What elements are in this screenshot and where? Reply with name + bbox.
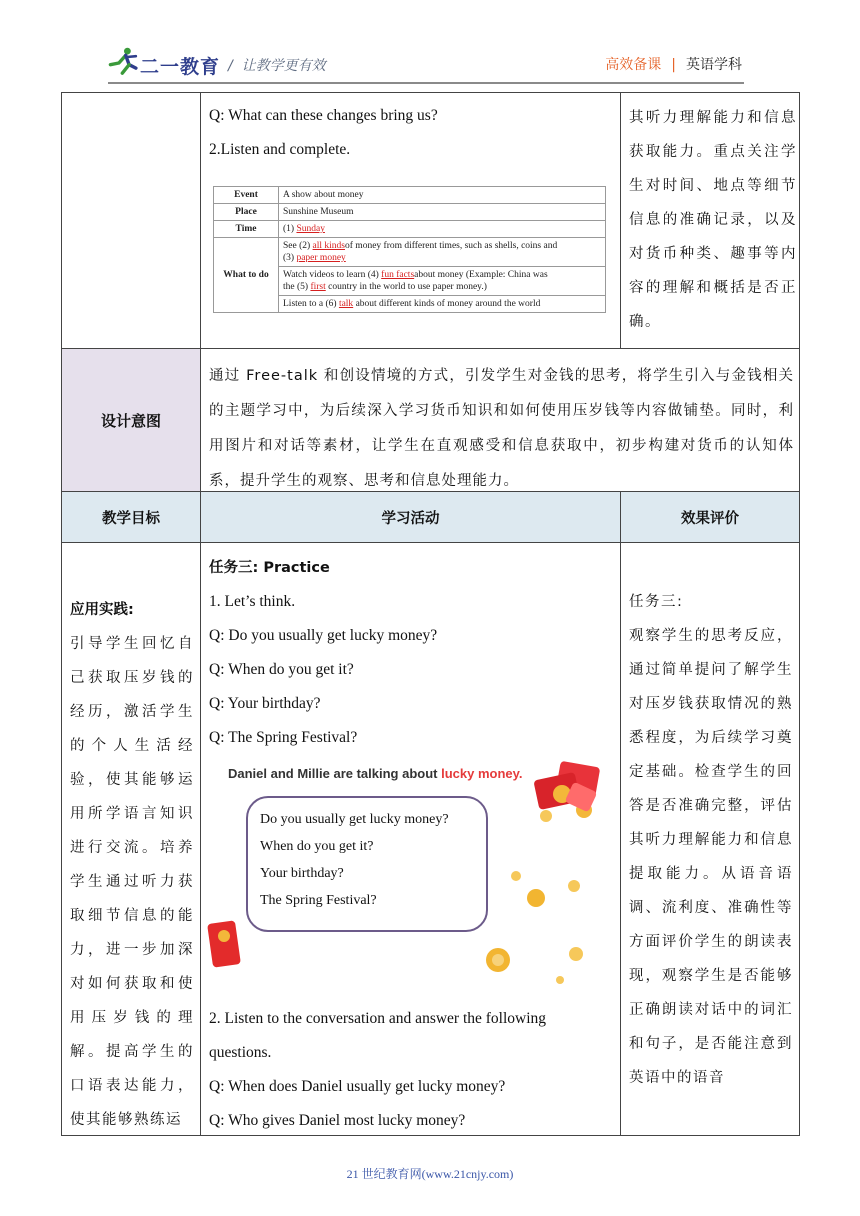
head-activity: 学习活动 (200, 491, 621, 543)
logo-text: 二一教育 (140, 56, 221, 78)
place-key: Place (214, 204, 279, 221)
watch-value: Watch videos to learn (4) fun factsabout money (Example: China was the (5) first country in the world to use paper money.) (279, 267, 606, 296)
page-header (0, 0, 860, 90)
time-value: (1) Sunday (279, 221, 606, 238)
answer-3: paper money (296, 253, 346, 263)
place-value: Sunshine Museum (279, 204, 606, 221)
eval-title: 任务三: (629, 594, 684, 610)
goal-text: 引导学生回忆自己获取压岁钱的经历，激活学生的个人生活经验，使其能够运用所学语言知识进行交流。培养学生通过听力获取细节信息的能力，进一步加深对如何获取和使用压岁钱的理解。提高学生的口语表达能力，使其能够熟练运 (70, 636, 194, 1128)
listen-complete-title: 2.Listen and complete. (209, 141, 351, 158)
q2-who-gives: Q: Who gives Daniel most lucky money? (209, 1112, 466, 1129)
table-row (214, 204, 606, 221)
listen-complete-table (213, 186, 606, 313)
q-birthday: Q: Your birthday? (209, 695, 321, 712)
practice-goal-cell (61, 542, 201, 1136)
listen-value: Listen to a (6) talk about different kinds of money around the world (279, 296, 606, 313)
row1-eval-text: 其听力理解能力和信息获取能力。重点关注学生对时间、地点等细节信息的准确记录，以及对货币种类、趣事等内容的理解和概括是否正确。 (629, 110, 797, 330)
q-usually: Q: Do you usually get lucky money? (209, 627, 438, 644)
practice-eval-cell (620, 542, 800, 1136)
bubble-line-1: Do you usually get lucky money? (260, 812, 449, 827)
q-spring: Q: The Spring Festival? (209, 729, 358, 746)
red-envelope-icon (206, 908, 246, 978)
q2-when-daniel: Q: When does Daniel usually get lucky money? (209, 1078, 506, 1095)
gold-coins-icon (476, 868, 596, 988)
page-footer: 21 世纪教育网(www.21cnjy.com) (346, 1167, 514, 1181)
design-label: 设计意图 (100, 411, 161, 430)
table-row (214, 221, 606, 238)
design-text-cell (200, 348, 800, 492)
bubble-line-2: When do you get it? (260, 839, 374, 854)
eval-text: 观察学生的思考反应，通过简单提问了解学生对压岁钱获取情况的熟悉程度，为后续学习奠定基础。检查学生的回答是否准确完整，评估其听力理解能力和信息提取能力。从语音语调、流利度、准确性等方面评价学生的朗读表现，观察学生是否能够正确朗读对话中的词汇和句子，是否能注意到英语中的语音 (629, 628, 793, 1086)
event-key: Event (214, 187, 279, 204)
see-value: See (2) all kindsof money from different times, such as shells, coins and (3) paper money (279, 238, 606, 267)
what-key: What to do (214, 238, 279, 313)
row1-goal-cell (61, 92, 201, 349)
answer-6: talk (338, 299, 354, 309)
q-when: Q: When do you get it? (209, 661, 354, 678)
q-changes: Q: What can these changes bring us? (209, 107, 438, 124)
red-envelopes-icon (522, 758, 610, 842)
header-divider (108, 82, 744, 84)
speech-bubble (246, 796, 488, 932)
time-key: Time (214, 221, 279, 238)
event-value: A show about money (279, 187, 606, 204)
runner-logo-icon (104, 46, 144, 80)
lucky-money-illustration (206, 758, 610, 996)
head-goal: 教学目标 (61, 491, 201, 543)
task3-title: 任务三: Practice (209, 560, 330, 576)
illustration-title: Daniel and Millie are talking about lucky money. (228, 766, 523, 781)
slogan: / 让教学更有效 (228, 58, 326, 74)
table-row (214, 238, 606, 267)
q2-line2: questions. (209, 1044, 272, 1061)
table-row (214, 187, 606, 204)
goal-title: 应用实践: (70, 602, 134, 618)
head-eval: 效果评价 (620, 491, 800, 543)
bubble-line-4: The Spring Festival? (260, 893, 377, 908)
answer-1: Sunday (296, 224, 325, 234)
row1-eval-cell (620, 92, 800, 349)
lets-think: 1. Let’s think. (209, 593, 296, 610)
answer-5: first (310, 282, 326, 292)
bubble-line-3: Your birthday? (260, 866, 344, 881)
q2-line1: 2. Listen to the conversation and answer the following (209, 1010, 547, 1027)
header-subject: 高效备课 | 英语学科 (605, 57, 742, 73)
answer-2: all kinds (312, 241, 346, 251)
design-label-cell (61, 348, 201, 492)
answer-4: fun facts (381, 270, 415, 280)
design-text: 通过 Free-talk 和创设情境的方式，引发学生对金钱的思考，将学生引入与金钱相关的主题学习中，为后续深入学习货币知识和如何使用压岁钱等内容做铺垫。同时，利用图片和对话等素材，让学生在直观感受和信息获取中，初步构建对货币的认知体系，提升学生的观察、思考和信息处理能力。 (209, 368, 794, 489)
